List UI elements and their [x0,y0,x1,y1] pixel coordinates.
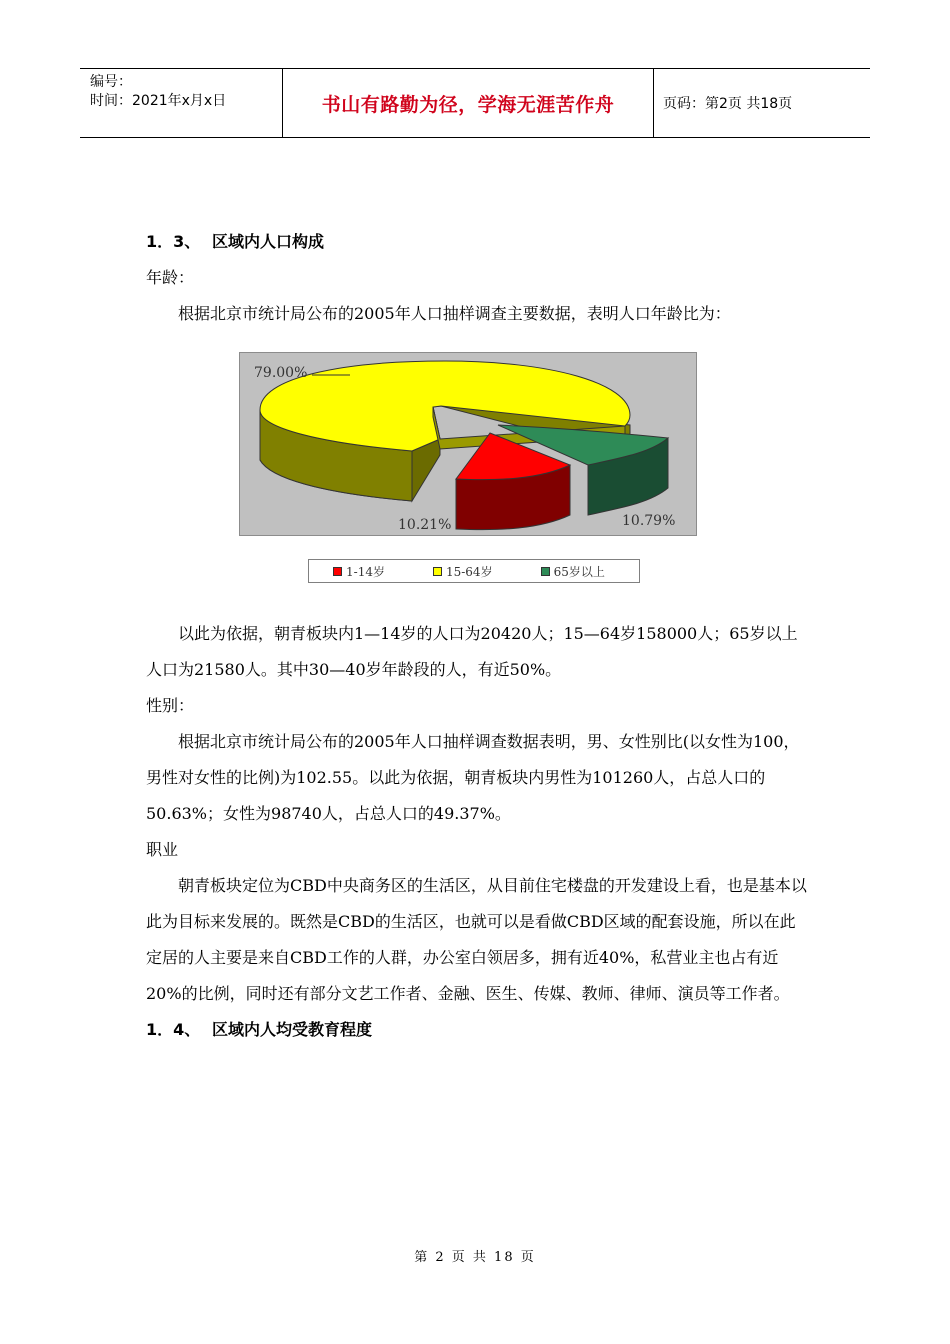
data-label-1-14: 10.21% [398,517,452,533]
number-label: 编号： [90,74,132,90]
legend-item-65-plus [541,563,605,580]
section-title: 区域内人口构成 [212,232,325,251]
legend-swatch-1-14 [333,567,342,576]
section-title: 区域内人均受教育程度 [212,1020,373,1039]
age-pie-chart [146,352,810,616]
header-motto: 书山有路勤为径，学海无涯苦作舟 [282,69,654,137]
header-page-code: 页码：第2页 共18页 [663,96,793,112]
occupation-paragraph: 朝青板块定位为CBD中央商务区的生活区，从目前住宅楼盘的开发建设上看，也是基本以此为目标来发展的。既然是CBD的生活区，也就可以是看做CBD区域的配套设施，所以在此定居的人主要是来自CBD工作的人群，办公室白领居多，拥有近40%，私营业主也占有近20%的比例，同时还有部分文艺工作者、金融、医生、传媒、教师、律师、演员等工作者。 [146,876,807,1003]
legend-label-65-plus: 65岁以上 [553,564,605,579]
legend-label-15-64: 15-64岁 [445,564,493,579]
section-number: 1．3、 [146,232,201,251]
chart-plot-area [239,352,697,536]
age-result-paragraph: 以此为依据，朝青板块内1—14岁的人口为20420人；15—64岁158000人；65岁以上人口为21580人。其中30—40岁年龄段的人，有近50%。 [146,624,798,679]
age-label: 年龄： [146,268,195,287]
legend-item-15-64 [433,563,493,580]
header-meta [80,69,282,137]
legend-item-1-14 [333,563,385,580]
gender-paragraph: 根据北京市统计局公布的2005年人口抽样调查数据表明，男、女性别比(以女性为100，男性对女性的比例)为102.55。以此为依据，朝青板块内男性为101260人，占总人口的50.63%；女性为98740人，占总人口的49.37%。 [146,732,800,823]
legend-label-1-14: 1-14岁 [346,564,385,579]
page-header [80,68,870,138]
page-footer: 第 2 页 共 18 页 [414,1250,536,1265]
section-number: 1．4、 [146,1020,201,1039]
age-intro-paragraph: 根据北京市统计局公布的2005年人口抽样调查主要数据，表明人口年龄比为： [178,304,731,323]
pie-svg [240,353,696,535]
legend-swatch-15-64 [433,567,442,576]
data-label-15-64: 79.00% [254,365,308,381]
section-heading-1-3 [146,224,810,260]
document-body [146,224,810,1048]
occupation-label: 职业 [146,840,179,859]
time-label: 时间：2021年x月x日 [90,93,227,109]
legend-swatch-65-plus [541,567,550,576]
gender-label: 性别： [146,696,195,715]
data-label-65-plus: 10.79% [622,513,676,529]
section-heading-1-4 [146,1012,810,1048]
chart-legend [308,559,640,583]
